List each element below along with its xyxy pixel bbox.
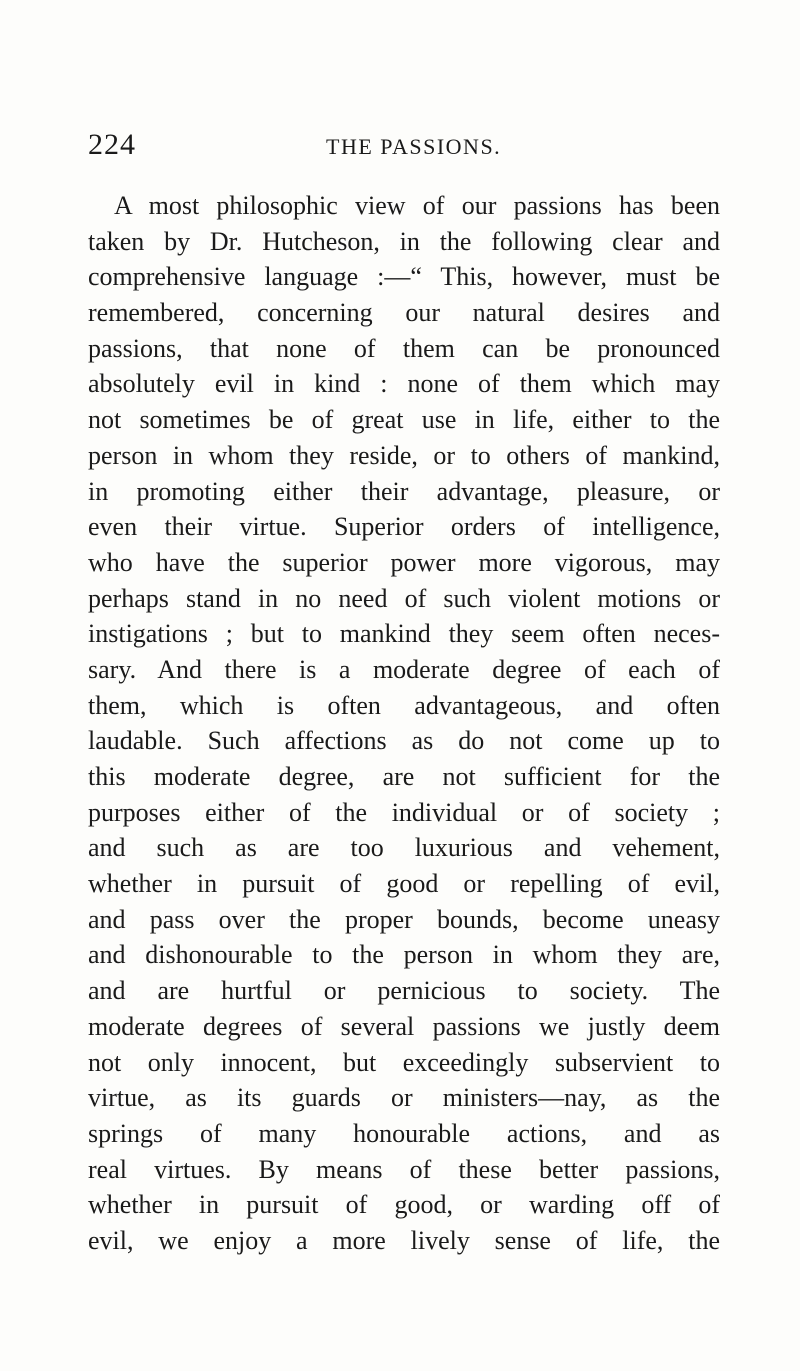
running-head: THE PASSIONS. [326,134,502,159]
text-line: taken by Dr. Hutcheson, in the following clear and [88,226,720,256]
text-line: virtue, as its guards or ministers—nay, as the [88,1083,720,1113]
text-line: moderate degrees of several passions we justly deem [88,1011,720,1041]
text-line: and are hurtful or pernicious to society. The [88,976,720,1006]
text-line: this moderate degree, are not sufficient for the [88,762,720,791]
text-line: springs of many honourable actions, and as [88,1118,720,1148]
text-line: and such as are too luxurious and vehement, [88,833,720,863]
page-header [88,128,718,168]
text-line: even their virtue. Superior orders of intelligence, [88,512,720,542]
text-line: perhaps stand in no need of such violent motions or [88,583,720,613]
text-line: whether in pursuit of good, or warding off of [88,1190,720,1220]
text-line: evil, we enjoy a more lively sense of life, the [88,1225,720,1255]
text-line: purposes either of the individual or of society ; [88,797,720,827]
text-line: and pass over the proper bounds, become uneasy [88,904,720,934]
text-line: in promoting either their advantage, pleasure, or [88,476,720,506]
text-line: laudable. Such affections as do not come up to [88,726,720,756]
text-line: not only innocent, but exceedingly subservient to [88,1047,720,1077]
text-line: A most philosophic view of our passions has been [114,191,720,220]
text-line: real virtues. By means of these better passions, [88,1154,720,1184]
text-line: instigations ; but to mankind they seem often neces- [88,619,720,649]
text-line: passions, that none of them can be pronounced [88,333,720,363]
text-line: them, which is often advantageous, and often [88,690,720,720]
text-line: who have the superior power more vigorous, may [88,547,720,577]
text-line: comprehensive language :—“ This, however, must be [88,262,720,292]
text-line: whether in pursuit of good or repelling of evil, [88,869,720,899]
text-line: not sometimes be of great use in life, either to the [88,405,720,435]
text-line: and dishonourable to the person in whom they are, [88,940,720,970]
text-line: person in whom they reside, or to others of mankind, [88,440,720,470]
page-number: 224 [88,128,136,161]
text-line: remembered, concerning our natural desires and [88,298,720,328]
text-line: absolutely evil in kind : none of them which may [88,369,720,399]
text-line: sary. And there is a moderate degree of each of [88,654,720,684]
body-paragraph [88,188,720,1259]
